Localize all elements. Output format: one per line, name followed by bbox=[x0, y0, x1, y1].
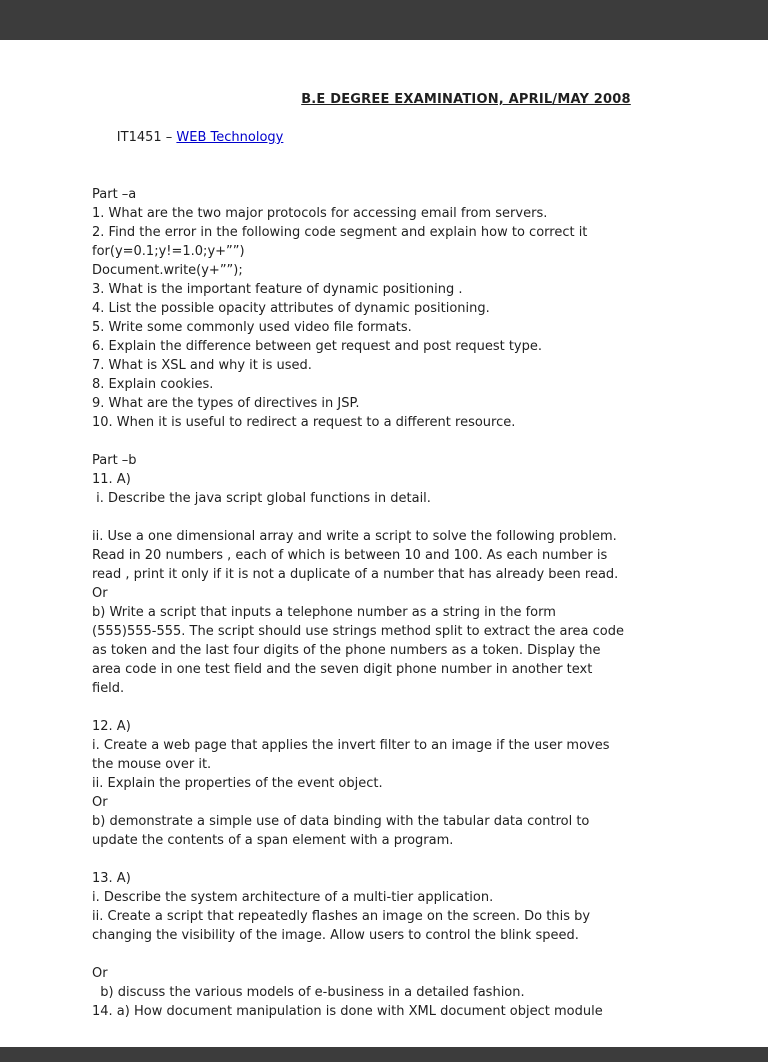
doc-line: the mouse over it. bbox=[92, 757, 212, 772]
doc-line: ii. Explain the properties of the event object. bbox=[92, 776, 383, 791]
doc-line: b) demonstrate a simple use of data binding with the tabular data control to bbox=[92, 814, 590, 829]
doc-line: 7. What is XSL and why it is used. bbox=[92, 358, 312, 373]
doc-line: 9. What are the types of directives in JSP. bbox=[92, 396, 360, 411]
doc-line: Or bbox=[92, 966, 108, 981]
doc-line bbox=[92, 945, 768, 964]
doc-line: 1. What are the two major protocols for accessing email from servers. bbox=[92, 206, 548, 221]
doc-line: (555)555-555. The script should use strings method split to extract the area code bbox=[92, 624, 624, 639]
course-link[interactable]: WEB Technology bbox=[176, 130, 284, 145]
doc-line bbox=[92, 850, 768, 869]
doc-line: b) Write a script that inputs a telephone number as a string in the form bbox=[92, 605, 556, 620]
doc-line: Or bbox=[92, 586, 108, 601]
doc-line: update the contents of a span element with a program. bbox=[92, 833, 454, 848]
doc-line: 4. List the possible opacity attributes of dynamic positioning. bbox=[92, 301, 490, 316]
doc-line: as token and the last four digits of the phone numbers as a token. Display the bbox=[92, 643, 601, 658]
doc-line: 2. Find the error in the following code segment and explain how to correct it bbox=[92, 225, 588, 240]
viewer-bottom-gap bbox=[0, 1047, 768, 1062]
doc-line bbox=[92, 508, 768, 527]
doc-line: 11. A) bbox=[92, 472, 131, 487]
doc-line: changing the visibility of the image. Allow users to control the blink speed. bbox=[92, 928, 579, 943]
document-body bbox=[92, 166, 768, 1021]
doc-line bbox=[92, 166, 768, 185]
course-code: IT1451 – bbox=[116, 130, 177, 145]
doc-line: Document.write(y+””); bbox=[92, 263, 243, 278]
exam-title: B.E DEGREE EXAMINATION, APRIL/MAY 2008 bbox=[301, 92, 631, 107]
doc-line: read , print it only if it is not a duplicate of a number that has already been read. bbox=[92, 567, 619, 582]
doc-line: i. Describe the java script global functions in detail. bbox=[92, 491, 431, 506]
doc-line: i. Create a web page that applies the invert filter to an image if the user moves bbox=[92, 738, 610, 753]
doc-line: 13. A) bbox=[92, 871, 131, 886]
doc-line: Read in 20 numbers , each of which is between 10 and 100. As each number is bbox=[92, 548, 608, 563]
document-viewer bbox=[0, 40, 768, 1062]
doc-line bbox=[92, 698, 768, 717]
doc-line: 6. Explain the difference between get request and post request type. bbox=[92, 339, 543, 354]
doc-line: i. Describe the system architecture of a multi-tier application. bbox=[92, 890, 494, 905]
doc-line: 5. Write some commonly used video file formats. bbox=[92, 320, 412, 335]
doc-line: 10. When it is useful to redirect a request to a different resource. bbox=[92, 415, 516, 430]
doc-line: b) discuss the various models of e-business in a detailed fashion. bbox=[92, 985, 525, 1000]
doc-line: Part –b bbox=[92, 453, 137, 468]
doc-line bbox=[92, 432, 768, 451]
doc-line: ii. Create a script that repeatedly flashes an image on the screen. Do this by bbox=[92, 909, 591, 924]
doc-line: 3. What is the important feature of dynamic positioning . bbox=[92, 282, 463, 297]
doc-line: Part –a bbox=[92, 187, 137, 202]
doc-line: 12. A) bbox=[92, 719, 131, 734]
doc-line: area code in one test field and the seven digit phone number in another text bbox=[92, 662, 593, 677]
doc-line: for(y=0.1;y!=1.0;y+””) bbox=[92, 244, 245, 259]
doc-line: 14. a) How document manipulation is done with XML document object module bbox=[92, 1004, 603, 1019]
doc-line: Or bbox=[92, 795, 108, 810]
doc-line: 8. Explain cookies. bbox=[92, 377, 214, 392]
doc-line: ii. Use a one dimensional array and write a script to solve the following problem. bbox=[92, 529, 617, 544]
course-code-row bbox=[92, 109, 768, 166]
document-page bbox=[0, 40, 768, 1047]
doc-line: field. bbox=[92, 681, 125, 696]
exam-title-row bbox=[92, 90, 768, 109]
